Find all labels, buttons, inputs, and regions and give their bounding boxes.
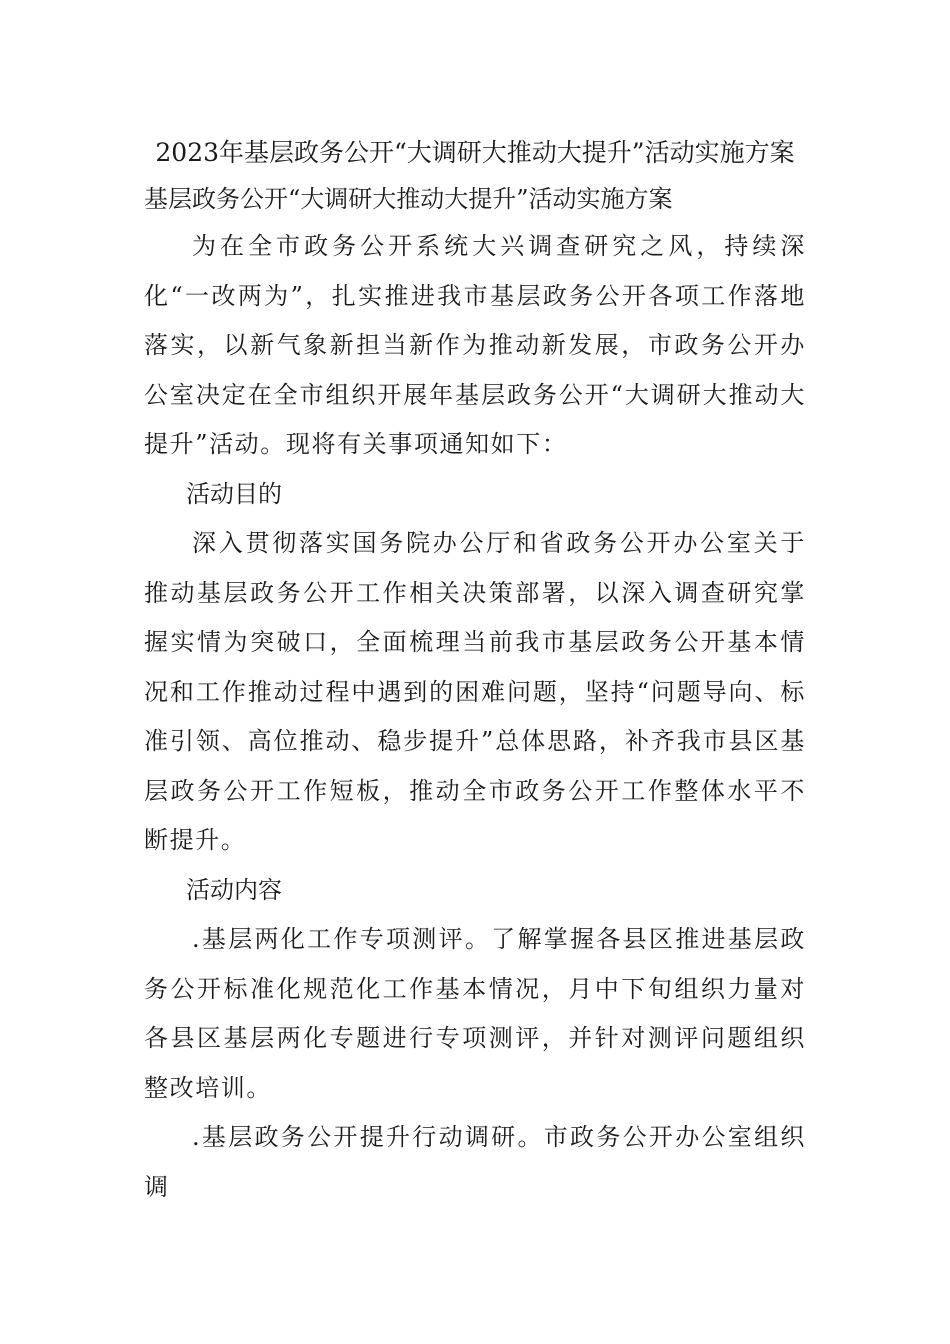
content-item-1: .基层两化工作专项测评。了解掌握各县区推进基层政务公开标准化规范化工作基本情况，月中下旬组织力量对各县区基层两化专题进行专项测评，并针对测评问题组织整改培训。 bbox=[144, 925, 806, 1102]
section-heading-purpose: 活动目的 bbox=[186, 479, 282, 508]
purpose-paragraph: 深入贯彻落实国务院办公厅和省政务公开办公室关于推动基层政务公开工作相关决策部署，以深入调查研究掌握实情为突破口，全面梳理当前我市基层政务公开基本情况和工作推动过程中遇到的困难问题，坚持“问题导向、标准引领、高位推动、稳步提升”总体思路，补齐我市县区基层政务公开工作短板，推动全市政务公开工作整体水平不断提升。 bbox=[144, 529, 806, 854]
document-subtitle: 基层政务公开“大调研大推动大提升”活动实施方案 bbox=[144, 185, 673, 213]
intro-paragraph: 为在全市政务公开系统大兴调查研究之风，持续深化“一改两为”，扎实推进我市基层政务公开各项工作落地落实，以新气象新担当新作为推动新发展，市政务公开办公室决定在全市组织开展年基层政务公开“大调研大推动大提升”活动。现将有关事项通知如下： bbox=[144, 232, 806, 458]
document-body bbox=[144, 128, 806, 1212]
section-heading-content: 活动内容 bbox=[186, 875, 282, 904]
content-item-2: .基层政务公开提升行动调研。市政务公开办公室组织调 bbox=[144, 1123, 806, 1201]
document-title: 2023年基层政务公开“大调研大推动大提升”活动实施方案 bbox=[155, 138, 795, 167]
